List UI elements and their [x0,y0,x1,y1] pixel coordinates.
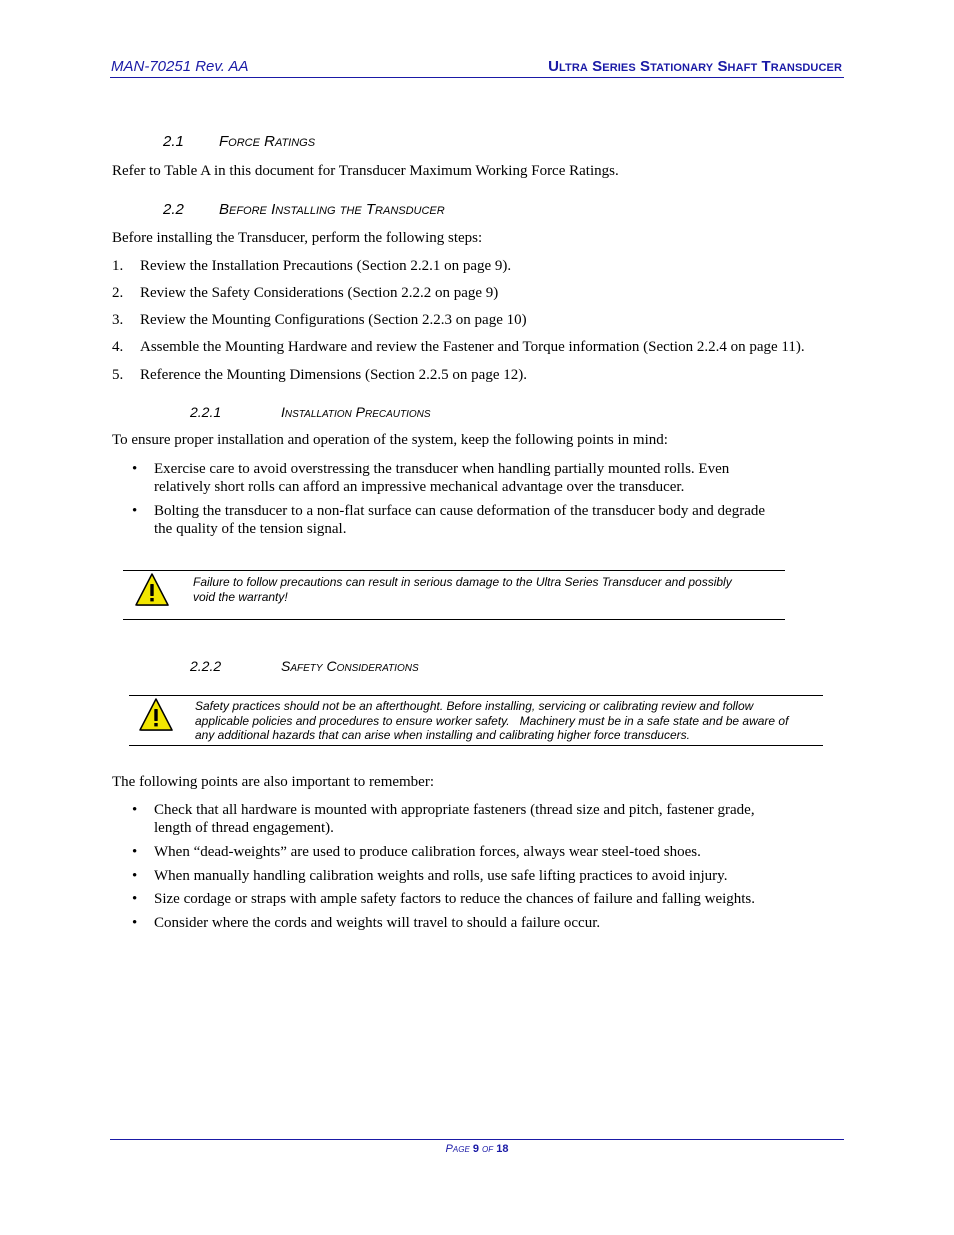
heading-number: 2.2.2 [190,658,222,674]
heading-title: Before Installing the Transducer [219,201,445,218]
paragraph: Refer to Table A in this document for Transducer Maximum Working Force Ratings. [112,163,619,179]
heading-2-1 [163,133,315,150]
heading-number: 2.2 [163,201,184,218]
document-title: Ultra Series Stationary Shaft Transducer [548,58,842,75]
heading-2-2 [163,201,445,218]
list-item: • Bolting the transducer to a non-flat surface can cause deformation of the transducer body and degrade the quality of the tension signal. [132,503,766,537]
header-rule [110,77,844,78]
callout-bottom-rule [129,745,823,746]
list-item: • When “dead-weights” are used to produce calibration forces, always wear steel-toed shoes. [132,844,701,860]
list-item: 1. Review the Installation Precautions (Section 2.2.1 on page 9). [112,258,512,274]
list-item: • Size cordage or straps with ample safety factors to reduce the chances of failure and falling weights. [132,891,756,907]
callout-top-rule [129,695,823,696]
paragraph: To ensure proper installation and operation of the system, keep the following points in mind: [112,432,668,448]
list-item: 4. Assemble the Mounting Hardware and review the Fastener and Torque information (Section 2.2.4 on page 11). [112,339,805,355]
footer-rule [110,1139,844,1140]
list-item: 3. Review the Mounting Configurations (Section 2.2.3 on page 10) [112,312,527,328]
warning-triangle-icon [138,697,176,735]
heading-2-2-2 [190,658,419,674]
heading-2-2-1 [190,404,431,420]
paragraph: Before installing the Transducer, perform the following steps: [112,230,483,246]
page-number: Page 9 of 18 [445,1143,509,1155]
list-item: 2. Review the Safety Considerations (Section 2.2.2 on page 9) [112,285,499,301]
list-item: • Check that all hardware is mounted with appropriate fasteners (thread size and pitch, fastener grade, length of thread engagement). [132,802,755,836]
heading-title: Force Ratings [219,133,316,150]
list-item: 5. Reference the Mounting Dimensions (Section 2.2.5 on page 12). [112,367,527,383]
warning-text: Failure to follow precautions can result in serious damage to the Ultra Series Transducer and possibly void the warranty! [193,575,732,604]
document-id: MAN-70251 Rev. AA [111,58,249,75]
heading-number: 2.1 [163,133,184,150]
heading-title: Safety Considerations [281,658,419,674]
heading-number: 2.2.1 [190,404,222,420]
list-item: • Exercise care to avoid overstressing the transducer when handling partially mounted rolls. Even relatively short rolls can afford an impressive mechanical advantage over the transducer. [132,461,730,495]
warning-triangle-icon [134,572,172,610]
paragraph: The following points are also important to remember: [112,774,435,790]
heading-title: Installation Precautions [281,404,431,420]
callout-top-rule [123,570,785,571]
list-item: • Consider where the cords and weights will travel to should a failure occur. [132,915,601,931]
warning-text: Safety practices should not be an afterthought. Before installing, servicing or calibrating review and follow applicable policies and procedures to ensure worker safety. Machinery must be in a safe state and be aware of any additional hazards that can arise when installing and calibrating higher force transducers. [195,699,789,742]
list-item: • When manually handling calibration weights and rolls, use safe lifting practices to avoid injury. [132,868,728,884]
callout-bottom-rule [123,619,785,620]
